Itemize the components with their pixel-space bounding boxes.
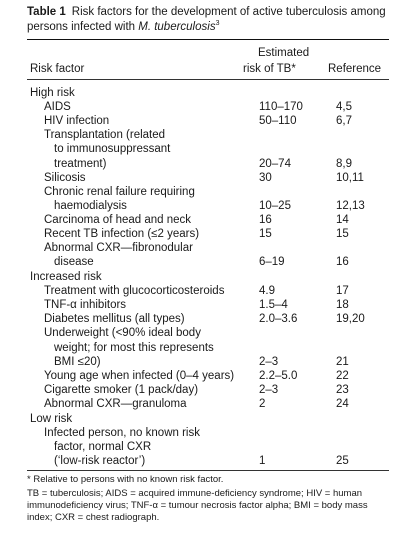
risk-factor-cell: TNF-α inhibitors (44, 299, 127, 312)
reference-cell: 24 (336, 397, 349, 410)
table-row (0, 454, 398, 468)
table-row (0, 157, 398, 171)
table-row (0, 326, 398, 340)
table-title-ref: 3 (215, 20, 220, 28)
reference-cell: 4,5 (336, 101, 352, 114)
risk-factor-cell: Carcinoma of head and neck (44, 213, 192, 226)
reference-cell: 23 (336, 383, 349, 396)
header-reference: Reference (328, 63, 382, 75)
section-heading-row (0, 270, 398, 284)
table-row (0, 341, 398, 355)
estimated-risk-cell: 20–74 (259, 157, 291, 170)
estimated-risk-cell: 2–3 (259, 383, 279, 396)
table-title (27, 5, 387, 35)
estimated-risk-cell: 2.0–3.6 (259, 313, 298, 326)
table-title-organism: M. tuberculosis (138, 21, 216, 33)
risk-factor-cell: Diabetes mellitus (all types) (44, 313, 185, 326)
estimated-risk-cell: 2–3 (259, 355, 279, 368)
risk-factor-cell: AIDS (44, 101, 71, 114)
table-label: Table 1 (27, 6, 66, 18)
risk-factor-cell: (‘low-risk reactor’) (54, 455, 146, 468)
section-heading: Low risk (30, 413, 73, 425)
estimated-risk-cell: 1 (259, 455, 266, 468)
risk-factor-cell: BMI ≤20) (54, 355, 101, 368)
table-row (0, 171, 398, 185)
risk-factor-cell: Abnormal CXR—fibronodular (44, 242, 193, 255)
section-heading-row (0, 412, 398, 426)
reference-cell: 21 (336, 355, 349, 368)
estimated-risk-cell: 1.5–4 (259, 299, 288, 312)
reference-cell: 8,9 (336, 157, 352, 170)
footnote-abbreviations: TB = tuberculosis; AIDS = acquired immune-deficiency syndrome; HIV = human immunodeficiency virus; TNF-α = tumour necrosis factor alpha; BMI = body mass index; CXR = chest radiograph. (27, 488, 368, 523)
top-rule (27, 39, 389, 40)
risk-factor-cell: Young age when infected (0–4 years) (44, 369, 235, 382)
risk-factor-cell: treatment) (54, 157, 107, 170)
estimated-risk-cell: 30 (259, 171, 272, 184)
risk-factor-cell: factor, normal CXR (54, 441, 152, 454)
reference-cell: 12,13 (336, 199, 365, 212)
table-row (0, 440, 398, 454)
section-heading: High risk (30, 87, 75, 99)
risk-factor-cell: weight; for most this represents (54, 341, 214, 354)
table-row (0, 426, 398, 440)
header-estimate-line2: risk of TB* (243, 63, 296, 75)
table-row (0, 397, 398, 411)
section-heading: Increased risk (30, 271, 102, 283)
risk-factor-cell: HIV infection (44, 115, 110, 128)
estimated-risk-cell: 110–170 (259, 101, 303, 114)
header-estimate-line1: Estimated (258, 47, 310, 59)
table-row (0, 128, 398, 142)
table-row (0, 298, 398, 312)
reference-cell: 6,7 (336, 115, 352, 128)
risk-factor-cell: Chronic renal failure requiring (44, 185, 195, 198)
table-title-text: Risk factors for the development of active tuberculosis among persons infected with (27, 6, 386, 33)
estimated-risk-cell: 50–110 (259, 115, 297, 128)
estimated-risk-cell: 2 (259, 397, 266, 410)
section-heading-row (0, 86, 398, 100)
header-rule (27, 79, 389, 80)
table-row (0, 383, 398, 397)
risk-factor-cell: Silicosis (44, 171, 86, 184)
reference-cell: 25 (336, 455, 349, 468)
table-row (0, 284, 398, 298)
risk-factor-cell: Treatment with glucocorticosteroids (44, 285, 225, 298)
estimated-risk-cell: 16 (259, 213, 272, 226)
table-row (0, 255, 398, 269)
risk-factor-cell: haemodialysis (54, 199, 127, 212)
risk-factor-cell: Infected person, no known risk (44, 427, 200, 440)
risk-factor-cell: Cigarette smoker (1 pack/day) (44, 383, 199, 396)
risk-factor-cell: Underweight (<90% ideal body (44, 327, 201, 340)
estimated-risk-cell: 10–25 (259, 199, 291, 212)
estimated-risk-cell: 15 (259, 228, 272, 240)
header-risk-factor: Risk factor (30, 63, 85, 75)
estimated-risk-cell: 2.2–5.0 (259, 369, 298, 382)
reference-cell: 22 (336, 369, 349, 382)
table-row (0, 185, 398, 199)
reference-cell: 16 (336, 256, 349, 269)
table-row (0, 241, 398, 255)
table-row (0, 312, 398, 326)
reference-cell: 14 (336, 213, 349, 226)
bottom-rule (27, 470, 389, 471)
reference-cell: 10,11 (336, 171, 364, 184)
footnote-asterisk: * Relative to persons with no known risk factor. (27, 474, 224, 485)
estimated-risk-cell: 6–19 (259, 256, 285, 269)
reference-cell: 18 (336, 299, 349, 312)
table-row (0, 227, 398, 241)
reference-cell: 19,20 (336, 313, 365, 326)
table-row (0, 199, 398, 213)
estimated-risk-cell: 4.9 (259, 285, 275, 298)
risk-factor-cell: Abnormal CXR—granuloma (44, 397, 187, 410)
risk-factor-cell: disease (54, 256, 94, 269)
reference-cell: 15 (336, 228, 349, 240)
table-row (0, 100, 398, 114)
table-row (0, 213, 398, 227)
risk-factor-cell: Recent TB infection (≤2 years) (44, 228, 200, 240)
table-row (0, 114, 398, 128)
table-row (0, 142, 398, 156)
table-row (0, 355, 398, 369)
risk-factor-cell: Transplantation (related (44, 129, 166, 142)
risk-factor-cell: to immunosuppressant (54, 143, 171, 156)
table-row (0, 369, 398, 383)
reference-cell: 17 (336, 285, 349, 298)
